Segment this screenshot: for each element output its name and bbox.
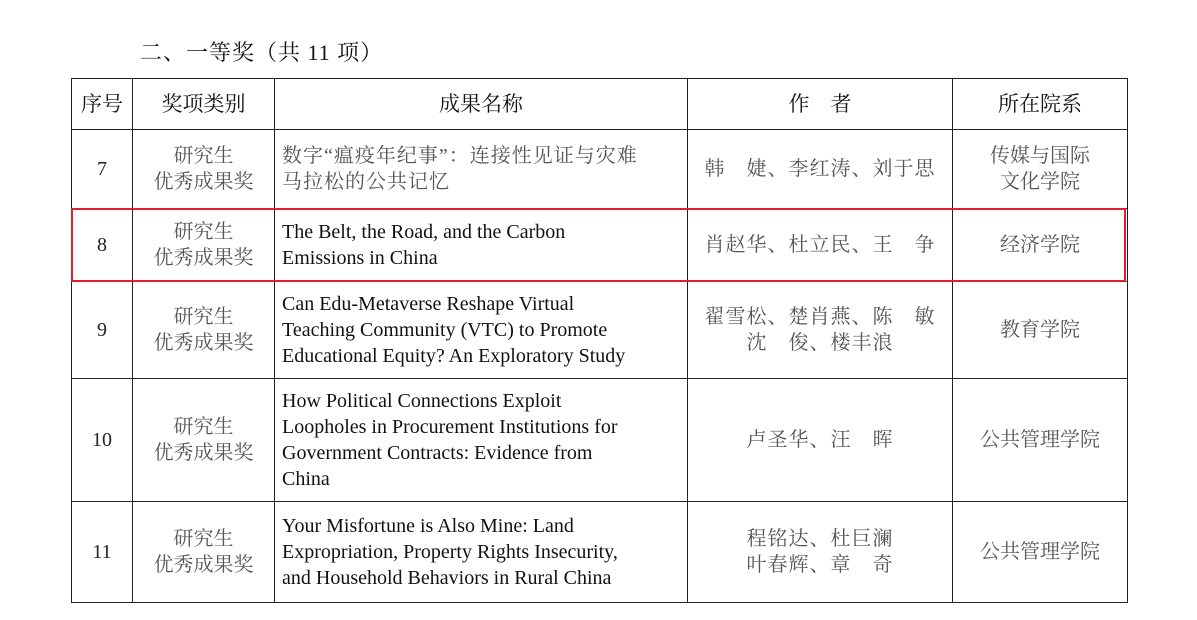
department: 教育学院	[953, 282, 1128, 379]
header-num: 序号	[72, 79, 133, 130]
table-row	[72, 130, 1128, 209]
department: 公共管理学院	[953, 502, 1128, 603]
table-header-row	[72, 79, 1128, 130]
row-number: 9	[72, 282, 133, 379]
award-category: 研究生 优秀成果奖	[133, 379, 275, 502]
header-department: 所在院系	[953, 79, 1128, 130]
table-row	[72, 282, 1128, 379]
award-category: 研究生 优秀成果奖	[133, 502, 275, 603]
row-number: 7	[72, 130, 133, 209]
row-number: 8	[72, 209, 133, 282]
achievement-title: 数字“瘟疫年纪事”：连接性见证与灾难 马拉松的公共记忆	[275, 130, 688, 209]
achievement-title: Can Edu-Metaverse Reshape Virtual Teaching Community (VTC) to Promote Educational Equity? An Exploratory Study	[275, 282, 688, 379]
authors: 肖赵华、杜立民、王 争	[688, 209, 953, 282]
header-title: 成果名称	[275, 79, 688, 130]
achievement-title: Your Misfortune is Also Mine: Land Expropriation, Property Rights Insecurity, and Household Behaviors in Rural China	[275, 502, 688, 603]
authors: 程铭达、杜巨澜 叶春辉、章 奇	[688, 502, 953, 603]
table-row	[72, 209, 1128, 282]
awards-table	[71, 78, 1128, 603]
department: 传媒与国际 文化学院	[953, 130, 1128, 209]
achievement-title: The Belt, the Road, and the Carbon Emissions in China	[275, 209, 688, 282]
department: 经济学院	[953, 209, 1128, 282]
award-category: 研究生 优秀成果奖	[133, 282, 275, 379]
authors: 韩 婕、李红涛、刘于思	[688, 130, 953, 209]
table-row	[72, 502, 1128, 603]
authors: 卢圣华、汪 晖	[688, 379, 953, 502]
header-author: 作 者	[688, 79, 953, 130]
award-category: 研究生 优秀成果奖	[133, 209, 275, 282]
achievement-title: How Political Connections Exploit Loopholes in Procurement Institutions for Government Contracts: Evidence from China	[275, 379, 688, 502]
section-heading: 二、一等奖（共 11 项）	[140, 40, 384, 65]
row-number: 11	[72, 502, 133, 603]
header-category: 奖项类别	[133, 79, 275, 130]
department: 公共管理学院	[953, 379, 1128, 502]
authors: 翟雪松、楚肖燕、陈 敏 沈 俊、楼丰浪	[688, 282, 953, 379]
row-number: 10	[72, 379, 133, 502]
award-category: 研究生 优秀成果奖	[133, 130, 275, 209]
table-row	[72, 379, 1128, 502]
